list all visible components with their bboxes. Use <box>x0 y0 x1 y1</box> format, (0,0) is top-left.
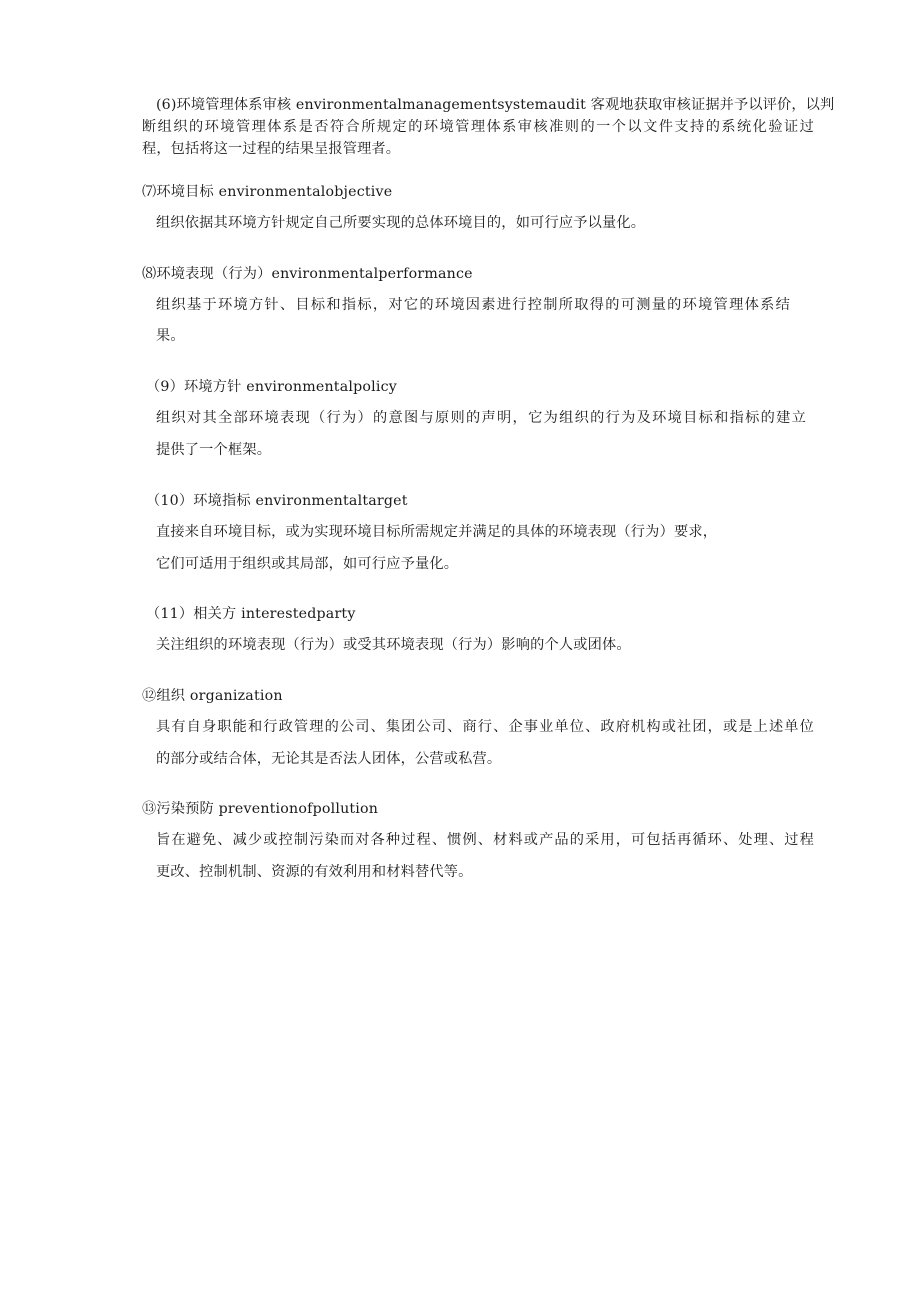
definition-heading-7: ⑺环境目标 environmentalobjective <box>142 184 393 200</box>
definition-text-10-line-1: 直接来自环境目标，或为实现环境目标所需规定并满足的具体的环境表现（行为）要求， <box>156 524 718 540</box>
definition-text-10-line-2: 它们可适用于组织或其局部，如可行应予量化。 <box>156 556 459 572</box>
definition-heading-8: ⑻环境表现（行为）environmentalperformance <box>142 266 473 282</box>
definition-heading-9: （9）环境方针 environmentalpolicy <box>146 379 397 395</box>
definition-heading-13: ⑬污染预防 preventionofpollution <box>142 801 379 817</box>
definition-text-8-line-2: 果。 <box>156 328 185 344</box>
definition-text-12-line-2: 的部分或结合体，无论其是否法人团体，公营或私营。 <box>156 751 502 767</box>
definition-heading-11: （11）相关方 interestedparty <box>146 606 356 622</box>
definition-text-13-line-2: 更改、控制机制、资源的有效利用和材料替代等。 <box>156 864 473 880</box>
definition-text-6-line-2: 程，包括将这一过程的结果呈报管理者。 <box>142 141 401 157</box>
definition-text-12-line-1: 具有自身职能和行政管理的公司、集团公司、商行、企事业单位、政府机构或社团，或是上述单位 <box>156 719 814 735</box>
definition-text-11-line-1: 关注组织的环境表现（行为）或受其环境表现（行为）影响的个人或团体。 <box>156 637 631 653</box>
definition-item-6 <box>142 94 835 160</box>
definition-text-8-line-1: 组织基于环境方针、目标和指标，对它的环境因素进行控制所取得的可测量的环境管理体系结 <box>156 297 790 313</box>
definition-text-9-line-1: 组织对其全部环境表现（行为）的意图与原则的声明，它为组织的行为及环境目标和指标的建立 <box>156 410 806 426</box>
definition-heading-6: (6)环境管理体系审核 environmentalmanagementsystemaudit 客观地获取审核证据并予以评价，以判 <box>156 97 835 113</box>
definition-text-9-line-2: 提供了一个框架。 <box>156 442 272 458</box>
definition-text-6-line-1: 断组织的环境管理体系是否符合所规定的环境管理体系审核准则的一个以文件支持的系统化验证过 <box>142 119 814 135</box>
definition-heading-10: （10）环境指标 environmentaltarget <box>146 493 408 509</box>
definition-heading-12: ⑫组织 organization <box>142 688 283 704</box>
definition-text-7-line-1: 组织依据其环境方针规定自己所要实现的总体环境目的，如可行应予以量化。 <box>156 215 646 231</box>
definition-text-13-line-1: 旨在避免、减少或控制污染而对各种过程、惯例、材料或产品的采用，可包括再循环、处理、过程 <box>156 832 814 848</box>
